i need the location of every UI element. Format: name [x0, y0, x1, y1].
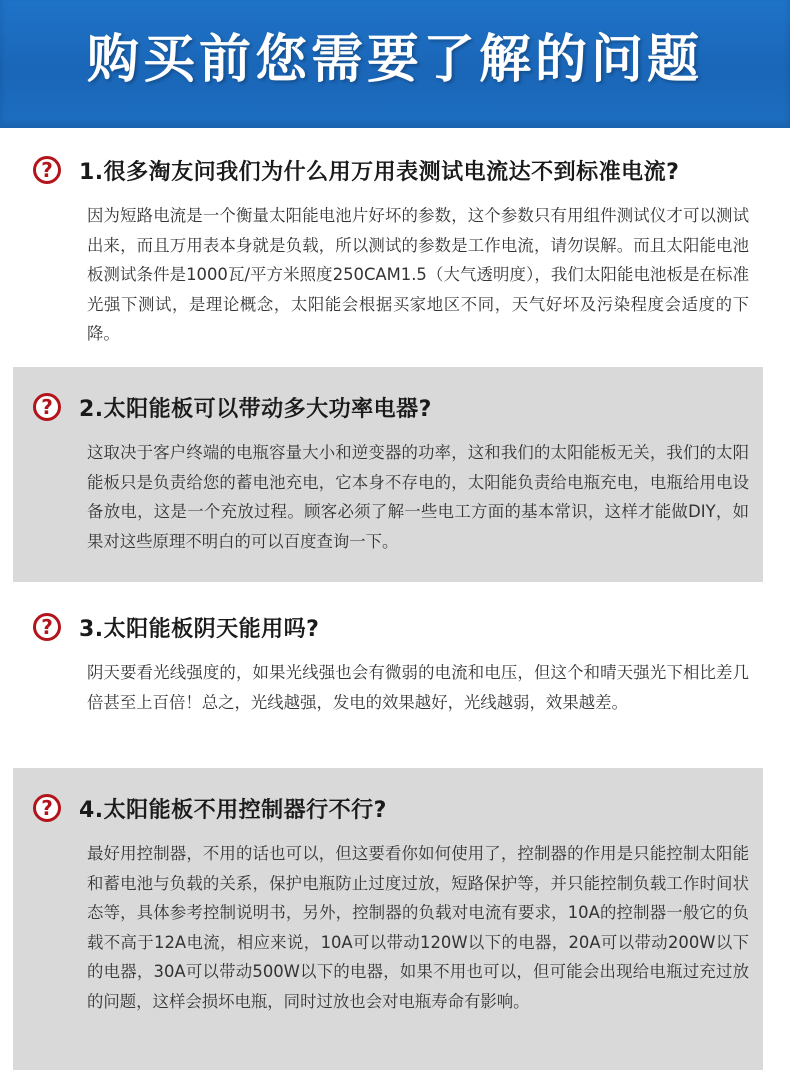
question-circle-icon: ? [33, 393, 61, 421]
faq-answer: 最好用控制器，不用的话也可以，但这要看你如何使用了，控制器的作用是只能控制太阳能和蓄电池与负载的关系，保护电瓶防止过度过放，短路保护等，并只能控制负载工作时间状态等，具体参考控制说明书，另外，控制器的负载对电流有要求，10A的控制器一般它的负载不高于12A电流，相应来说，10A可以带动120W以下的电器，20A可以带动200W以下的电器，30A可以带动500W以下的电器，如果不用也可以，但可能会出现给电瓶过充过放的问题，这样会损坏电瓶，同时过放也会对电瓶寿命有影响。 [87, 844, 749, 1011]
faq-answer: 阴天要看光线强度的，如果光线强也会有微弱的电流和电压，但这个和晴天强光下相比差几倍甚至上百倍！总之，光线越强，发电的效果越好，光线越弱，效果越差。 [87, 663, 749, 712]
question-circle-icon: ? [33, 156, 61, 184]
question-circle-icon: ? [33, 794, 61, 822]
faq-answer: 因为短路电流是一个衡量太阳能电池片好坏的参数，这个参数只有用组件测试仪才可以测试出来，而且万用表本身就是负载，所以测试的参数是工作电流，请勿误解。而且太阳能电池板测试条件是1000瓦/平方米照度250CAM1.5（大气透明度），我们太阳能电池板是在标准光强下测试，是理论概念，太阳能会根据买家地区不同，天气好坏及污染程度会适度的下降。 [87, 206, 749, 343]
faq-question-row [33, 152, 679, 188]
faq-question-row [33, 609, 319, 645]
faq-item-2 [13, 367, 763, 582]
faq-item-4 [13, 768, 763, 1070]
faq-item-1 [13, 130, 763, 362]
question-circle-icon: ? [33, 613, 61, 641]
faq-question-row [33, 790, 387, 826]
page-title: 购买前您需要了解的问题 [86, 30, 703, 90]
faq-question: 3.太阳能板阴天能用吗? [79, 616, 320, 642]
faq-question: 2.太阳能板可以带动多大功率电器? [79, 396, 432, 422]
faq-item-3 [13, 587, 763, 763]
faq-question: 1.很多淘友问我们为什么用万用表测试电流达不到标准电流? [79, 159, 680, 185]
faq-question: 4.太阳能板不用控制器行不行? [79, 797, 387, 823]
faq-answer: 这取决于客户终端的电瓶容量大小和逆变器的功率，这和我们的太阳能板无关，我们的太阳能板只是负责给您的蓄电池充电，它本身不存电的，太阳能负责给电瓶充电，电瓶给用电设备放电，这是一个充放过程。顾客必须了解一些电工方面的基本常识，这样才能做DIY，如果对这些原理不明白的可以百度查询一下。 [87, 443, 749, 551]
header-banner [0, 0, 790, 128]
faq-question-row [33, 389, 432, 425]
